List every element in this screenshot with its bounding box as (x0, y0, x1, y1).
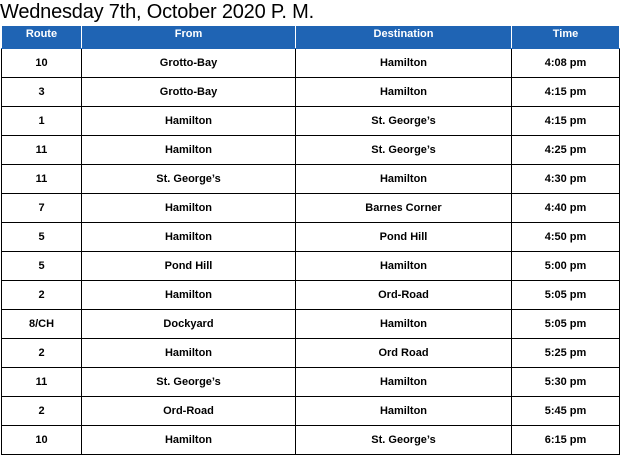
destination-cell: Barnes Corner (296, 194, 512, 223)
from-cell: Pond Hill (82, 252, 296, 281)
bus-schedule-table (1, 25, 620, 455)
route-cell: 3 (2, 78, 82, 107)
table-row (2, 252, 620, 281)
from-cell: Grotto-Bay (82, 49, 296, 78)
from-cell: Hamilton (82, 339, 296, 368)
from-cell: Hamilton (82, 107, 296, 136)
table-row (2, 49, 620, 78)
time-cell: 4:15 pm (512, 107, 620, 136)
time-cell: 5:45 pm (512, 397, 620, 426)
destination-cell: Hamilton (296, 252, 512, 281)
destination-cell: Ord Road (296, 339, 512, 368)
route-cell: 11 (2, 368, 82, 397)
from-cell: Grotto-Bay (82, 78, 296, 107)
time-cell: 5:05 pm (512, 310, 620, 339)
time-cell: 5:30 pm (512, 368, 620, 397)
from-cell: Hamilton (82, 136, 296, 165)
destination-cell: Hamilton (296, 78, 512, 107)
destination-cell: Hamilton (296, 49, 512, 78)
table-header-row (2, 26, 620, 49)
route-cell: 11 (2, 165, 82, 194)
table-row (2, 165, 620, 194)
time-cell: 5:25 pm (512, 339, 620, 368)
column-header-from: From (82, 26, 296, 49)
route-cell: 7 (2, 194, 82, 223)
destination-cell: Ord-Road (296, 281, 512, 310)
time-cell: 4:08 pm (512, 49, 620, 78)
table-row (2, 78, 620, 107)
route-cell: 5 (2, 252, 82, 281)
destination-cell: St. George’s (296, 107, 512, 136)
time-cell: 4:15 pm (512, 78, 620, 107)
time-cell: 4:25 pm (512, 136, 620, 165)
route-cell: 10 (2, 426, 82, 455)
table-row (2, 426, 620, 455)
from-cell: Hamilton (82, 426, 296, 455)
destination-cell: St. George’s (296, 136, 512, 165)
route-cell: 5 (2, 223, 82, 252)
destination-cell: Hamilton (296, 368, 512, 397)
table-row (2, 136, 620, 165)
table-row (2, 339, 620, 368)
from-cell: Hamilton (82, 194, 296, 223)
table-row (2, 310, 620, 339)
table-row (2, 281, 620, 310)
table-row (2, 107, 620, 136)
route-cell: 1 (2, 107, 82, 136)
destination-cell: Hamilton (296, 397, 512, 426)
column-header-time: Time (512, 26, 620, 49)
destination-cell: Pond Hill (296, 223, 512, 252)
time-cell: 4:50 pm (512, 223, 620, 252)
table-row (2, 223, 620, 252)
route-cell: 2 (2, 397, 82, 426)
destination-cell: Hamilton (296, 165, 512, 194)
page-title: Wednesday 7th, October 2020 P. M. (0, 1, 314, 23)
time-cell: 4:40 pm (512, 194, 620, 223)
from-cell: Dockyard (82, 310, 296, 339)
column-header-destination: Destination (296, 26, 512, 49)
time-cell: 4:30 pm (512, 165, 620, 194)
from-cell: St. George’s (82, 368, 296, 397)
route-cell: 2 (2, 339, 82, 368)
table-row (2, 368, 620, 397)
route-cell: 10 (2, 49, 82, 78)
from-cell: Ord-Road (82, 397, 296, 426)
time-cell: 5:05 pm (512, 281, 620, 310)
from-cell: St. George’s (82, 165, 296, 194)
destination-cell: St. George’s (296, 426, 512, 455)
column-header-route: Route (2, 26, 82, 49)
destination-cell: Hamilton (296, 310, 512, 339)
time-cell: 6:15 pm (512, 426, 620, 455)
table-row (2, 397, 620, 426)
from-cell: Hamilton (82, 281, 296, 310)
from-cell: Hamilton (82, 223, 296, 252)
route-cell: 8/CH (2, 310, 82, 339)
route-cell: 2 (2, 281, 82, 310)
time-cell: 5:00 pm (512, 252, 620, 281)
table-row (2, 194, 620, 223)
route-cell: 11 (2, 136, 82, 165)
